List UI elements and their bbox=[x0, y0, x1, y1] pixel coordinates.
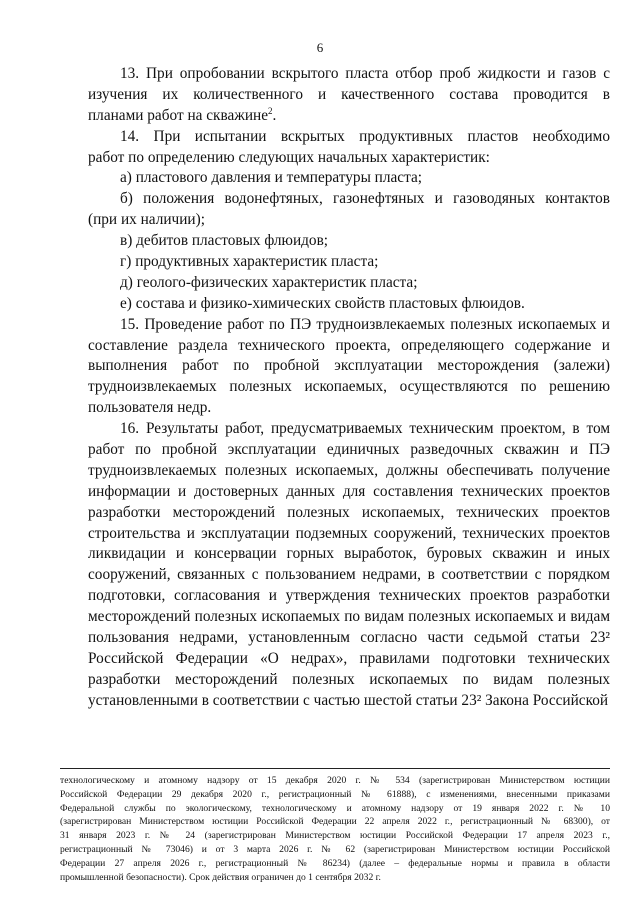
footnote-line: (зарегистрирован Министерством юстиции Российской Федерации 22 апреля 2022 г., регистрационный № 68300), от bbox=[60, 816, 610, 828]
text-line: установленными в соответствии с частью шестой статьи 23² Закона Российской bbox=[88, 691, 609, 709]
text-line: пользования недрами, установленным согласно части седьмой статьи 23² bbox=[88, 629, 610, 647]
text-line: 15. Проведение работ по ПЭ трудноизвлекаемых полезных ископаемых и bbox=[120, 315, 610, 333]
text-line: е) состава и физико-химических свойств пластовых флюидов. bbox=[120, 294, 525, 312]
paragraph bbox=[88, 315, 610, 419]
paragraph bbox=[88, 127, 610, 169]
footnotes bbox=[60, 774, 610, 884]
text-line: выполнения работ по пробной эксплуатации месторождения (залежи) bbox=[88, 357, 610, 375]
footnote-divider bbox=[60, 768, 610, 769]
footnote-line: Федеральной службы по экологическому, технологическому и атомному надзору от 19 января 2022 г. № 10 bbox=[60, 802, 610, 814]
paragraph bbox=[88, 231, 610, 252]
text-line: работ по пробной эксплуатации единичных разведочных скважин и ПЭ bbox=[88, 441, 610, 459]
text-line: 13. При опробовании вскрытого пласта отбор проб жидкости и газов с bbox=[120, 65, 610, 82]
text-line: составление раздела технического проекта, определяющего содержание и bbox=[88, 336, 610, 354]
paragraph bbox=[88, 168, 610, 189]
text-line: информации и достоверных данных для составления технических проектов bbox=[88, 482, 610, 500]
text-line: разработки месторождений полезных ископаемых, технических проектов bbox=[88, 503, 610, 521]
text-line: пользователя недр. bbox=[88, 399, 212, 417]
document-body bbox=[88, 64, 610, 712]
text-line: подготовки, согласования и утверждения технических проектов разработки bbox=[88, 587, 610, 605]
text-line: трудноизвлекаемых полезных ископаемых, должны обеспечивать получение bbox=[88, 461, 610, 479]
text-line: изучения их количественного и качественного состава проводится в bbox=[88, 85, 610, 103]
footnote-line: технологическому и атомному надзору от 15 декабря 2020 г. № 534 (зарегистрирован Министерством юстиции bbox=[60, 775, 610, 786]
text-line: Российской Федерации «О недрах», правилами подготовки технических bbox=[88, 649, 610, 667]
text-line: работ по определению следующих начальных характеристик: bbox=[88, 148, 490, 166]
text-line: разработки месторождений полезных ископаемых по видам полезных bbox=[88, 670, 610, 688]
text-line: 16. Результаты работ, предусматриваемых техническим проектом, в том bbox=[120, 420, 610, 438]
text-line: сооружений, связанных с пользованием недрами, в соответствии с порядком bbox=[88, 566, 610, 584]
text-line: трудноизвлекаемых полезных ископаемых, осуществляются по решению bbox=[88, 378, 610, 396]
footnote-line: Федерации 27 апреля 2026 г., регистрационный № 86234) (далее – федеральные нормы и правила в области bbox=[60, 857, 610, 869]
text-line: 14. При испытании вскрытых продуктивных пластов необходимо bbox=[120, 127, 610, 145]
text-line: а) пластового давления и температуры пласта; bbox=[120, 169, 422, 187]
text-line: д) геолого-физических характеристик пласта; bbox=[120, 273, 418, 291]
text-line: ликвидации и консервации горных выработок, буровых скважин и иных bbox=[88, 545, 610, 563]
footnote-line: 31 января 2023 г. № 24 (зарегистрирован Министерством юстиции Российской Федерации 17 апреля 2023 г., bbox=[60, 830, 610, 842]
footnote-line: регистрационный № 73046) и от 3 марта 2026 г. № 62 (зарегистрирован Министерством юстиции Российской bbox=[60, 843, 610, 855]
page-number: 6 bbox=[316, 40, 324, 55]
footnote-marker: 2 bbox=[268, 105, 273, 116]
text-line: в) дебитов пластовых флюидов; bbox=[120, 232, 329, 250]
paragraph bbox=[88, 189, 610, 231]
text-line: г) продуктивных характеристик пласта; bbox=[120, 253, 379, 271]
paragraph bbox=[88, 252, 610, 273]
text-line: строительства и эксплуатации подземных сооружений, технических проектов bbox=[88, 524, 610, 542]
footnote-line: Российской Федерации 29 декабря 2020 г., регистрационный № 61888), с изменениями, внесенными приказами bbox=[60, 788, 610, 800]
footnote-line: промышленной безопасности). Срок действия ограничен до 1 сентября 2032 г. bbox=[60, 871, 381, 883]
text-line: месторождений полезных ископаемых по видам полезных ископаемых и видам bbox=[88, 608, 610, 626]
paragraph bbox=[88, 294, 610, 315]
paragraph bbox=[88, 64, 610, 127]
text-line: планами работ на скважине$^2$. bbox=[88, 105, 277, 124]
text-line: (при их наличии); bbox=[88, 211, 205, 229]
paragraph bbox=[88, 419, 610, 711]
paragraph bbox=[88, 273, 610, 294]
text-line: б) положения водонефтяных, газонефтяных и газоводяных контактов bbox=[120, 190, 610, 208]
